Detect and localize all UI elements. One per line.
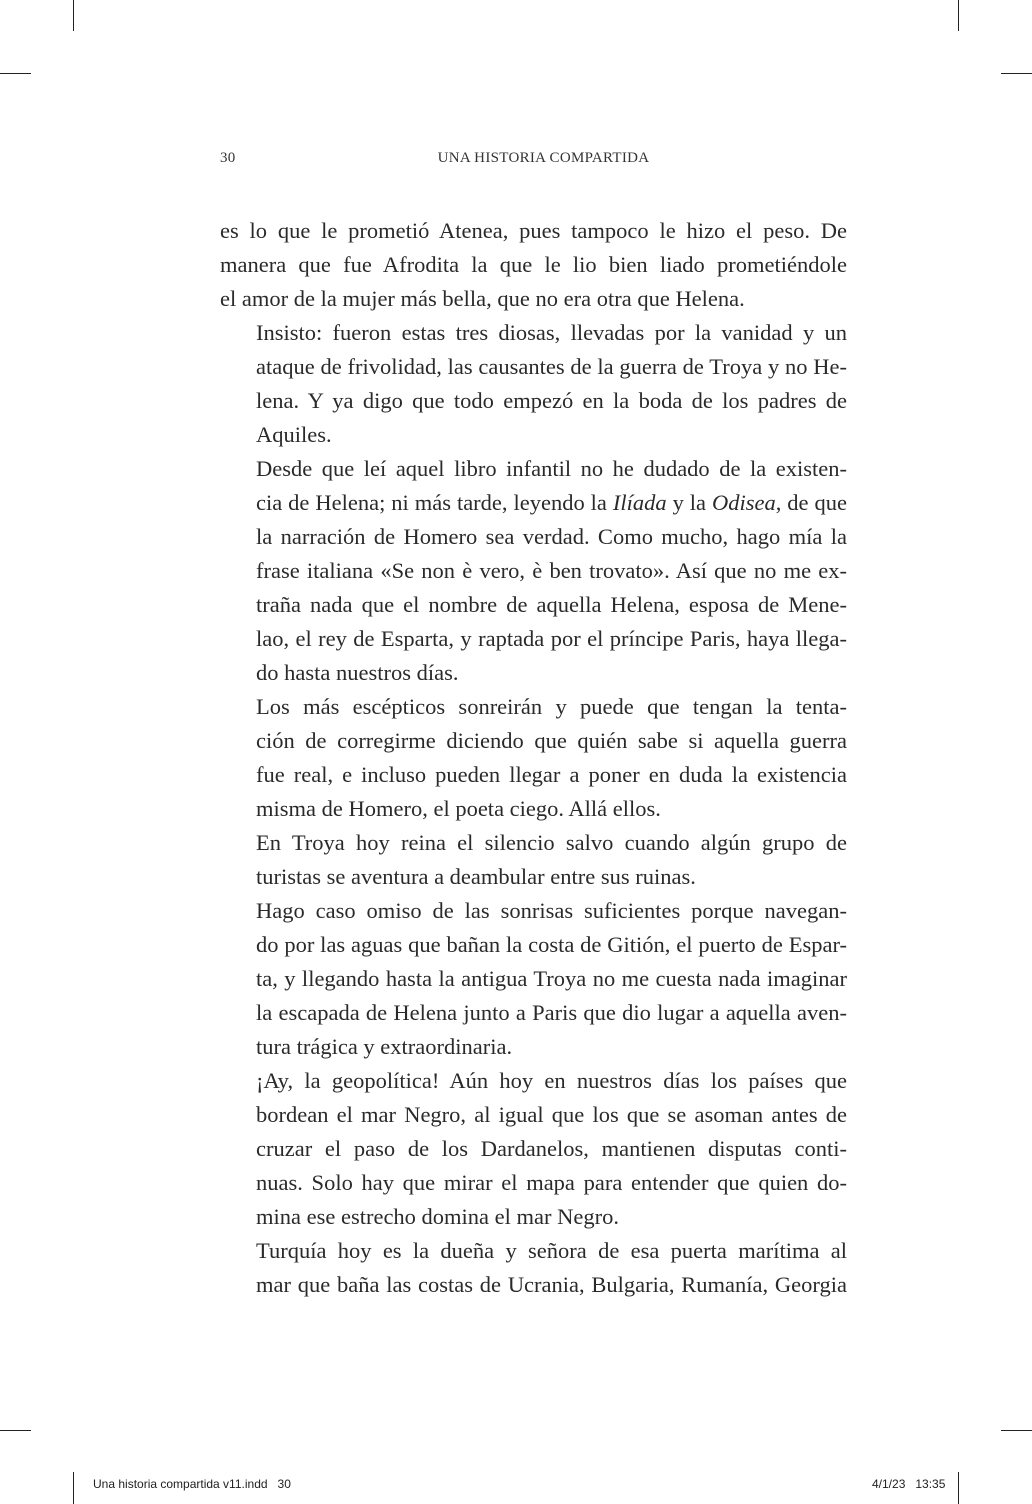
text-line: nuas. Solo hay que mirar el mapa para entender que quien do-	[256, 1170, 847, 1195]
text-line: En Troya hoy reina el silencio salvo cuando algún grupo de	[256, 830, 847, 855]
text-line: Desde que leí aquel libro infantil no he dudado de la existen-	[256, 456, 847, 481]
text-line: Insisto: fueron estas tres diosas, llevadas por la vanidad y un	[256, 320, 847, 345]
slug-file-name: Una historia compartida v11.indd 30	[93, 1477, 291, 1491]
paragraph	[220, 690, 847, 826]
text-line: mina ese estrecho domina el mar Negro.	[256, 1204, 619, 1229]
text-line: lao, el rey de Esparta, y raptada por el príncipe Paris, haya llega-	[256, 626, 847, 651]
crop-mark	[73, 1472, 74, 1504]
text-line: fue real, e incluso pueden llegar a poner en duda la existencia	[256, 762, 847, 787]
paragraph	[220, 826, 847, 894]
text-line: la escapada de Helena junto a Paris que dio lugar a aquella aven-	[256, 1000, 847, 1025]
italic-title: Odisea	[711, 490, 776, 515]
crop-mark	[0, 73, 31, 74]
text-line: mar que baña las costas de Ucrania, Bulgaria, Rumanía, Georgia	[256, 1272, 847, 1297]
crop-mark	[0, 1430, 31, 1431]
text-line: el amor de la mujer más bella, que no era otra que Helena.	[220, 286, 745, 311]
text-line: ción de corregirme diciendo que quién sabe si aquella guerra	[256, 728, 847, 753]
text-line: manera que fue Afrodita la que le lio bien liado prometiéndole	[220, 252, 847, 277]
text-run: , de que	[775, 490, 847, 515]
text-line: do hasta nuestros días.	[256, 660, 459, 685]
text-line: lena. Y ya digo que todo empezó en la boda de los padres de	[256, 388, 847, 413]
text-line: Turquía hoy es la dueña y señora de esa puerta marítima al	[256, 1238, 847, 1263]
paragraph	[220, 452, 847, 690]
paragraph	[220, 1234, 847, 1302]
text-line: es lo que le prometió Atenea, pues tampoco le hizo el peso. De	[220, 218, 847, 243]
text-line: Los más escépticos sonreirán y puede que tengan la tenta-	[256, 694, 847, 719]
body-text	[220, 214, 847, 1302]
text-run: y la	[666, 490, 712, 515]
text-line	[220, 486, 847, 520]
paragraph	[220, 1064, 847, 1234]
crop-mark	[73, 0, 74, 31]
text-line: Aquiles.	[256, 422, 332, 447]
paragraph	[220, 316, 847, 452]
crop-mark	[1001, 1430, 1032, 1431]
text-line: cruzar el paso de los Dardanelos, mantienen disputas conti-	[256, 1136, 847, 1161]
book-title: UNA HISTORIA COMPARTIDA	[437, 150, 650, 166]
text-line: la narración de Homero sea verdad. Como mucho, hago mía la	[256, 524, 847, 549]
text-line: tura trágica y extraordinaria.	[256, 1034, 513, 1059]
italic-title: Ilíada	[612, 490, 667, 515]
crop-mark	[958, 1472, 959, 1504]
text-line: ta, y llegando hasta la antigua Troya no me cuesta nada imaginar	[256, 966, 847, 991]
text-line: ataque de frivolidad, las causantes de la guerra de Troya y no He-	[256, 354, 847, 379]
crop-mark	[1001, 73, 1032, 74]
text-line: frase italiana «Se non è vero, è ben trovato». Así que no me ex-	[256, 558, 847, 583]
text-line: ¡Ay, la geopolítica! Aún hoy en nuestros días los países que	[256, 1068, 847, 1093]
text-run: cia de Helena; ni más tarde, leyendo la	[256, 490, 613, 515]
text-line: traña nada que el nombre de aquella Helena, esposa de Mene-	[256, 592, 847, 617]
paragraph	[220, 214, 847, 316]
text-line: do por las aguas que bañan la costa de Gitión, el puerto de Espar-	[256, 932, 847, 957]
text-line: turistas se aventura a deambular entre sus ruinas.	[256, 864, 696, 889]
text-line: misma de Homero, el poeta ciego. Allá ellos.	[256, 796, 661, 821]
slug-date: 4/1/23 13:35	[872, 1477, 946, 1491]
crop-mark	[958, 0, 959, 31]
text-line: Hago caso omiso de las sonrisas suficientes porque navegan-	[256, 898, 847, 923]
text-line: bordean el mar Negro, al igual que los que se asoman antes de	[256, 1102, 847, 1127]
paragraph	[220, 894, 847, 1064]
page-number: 30	[220, 150, 236, 166]
running-head	[220, 150, 847, 172]
